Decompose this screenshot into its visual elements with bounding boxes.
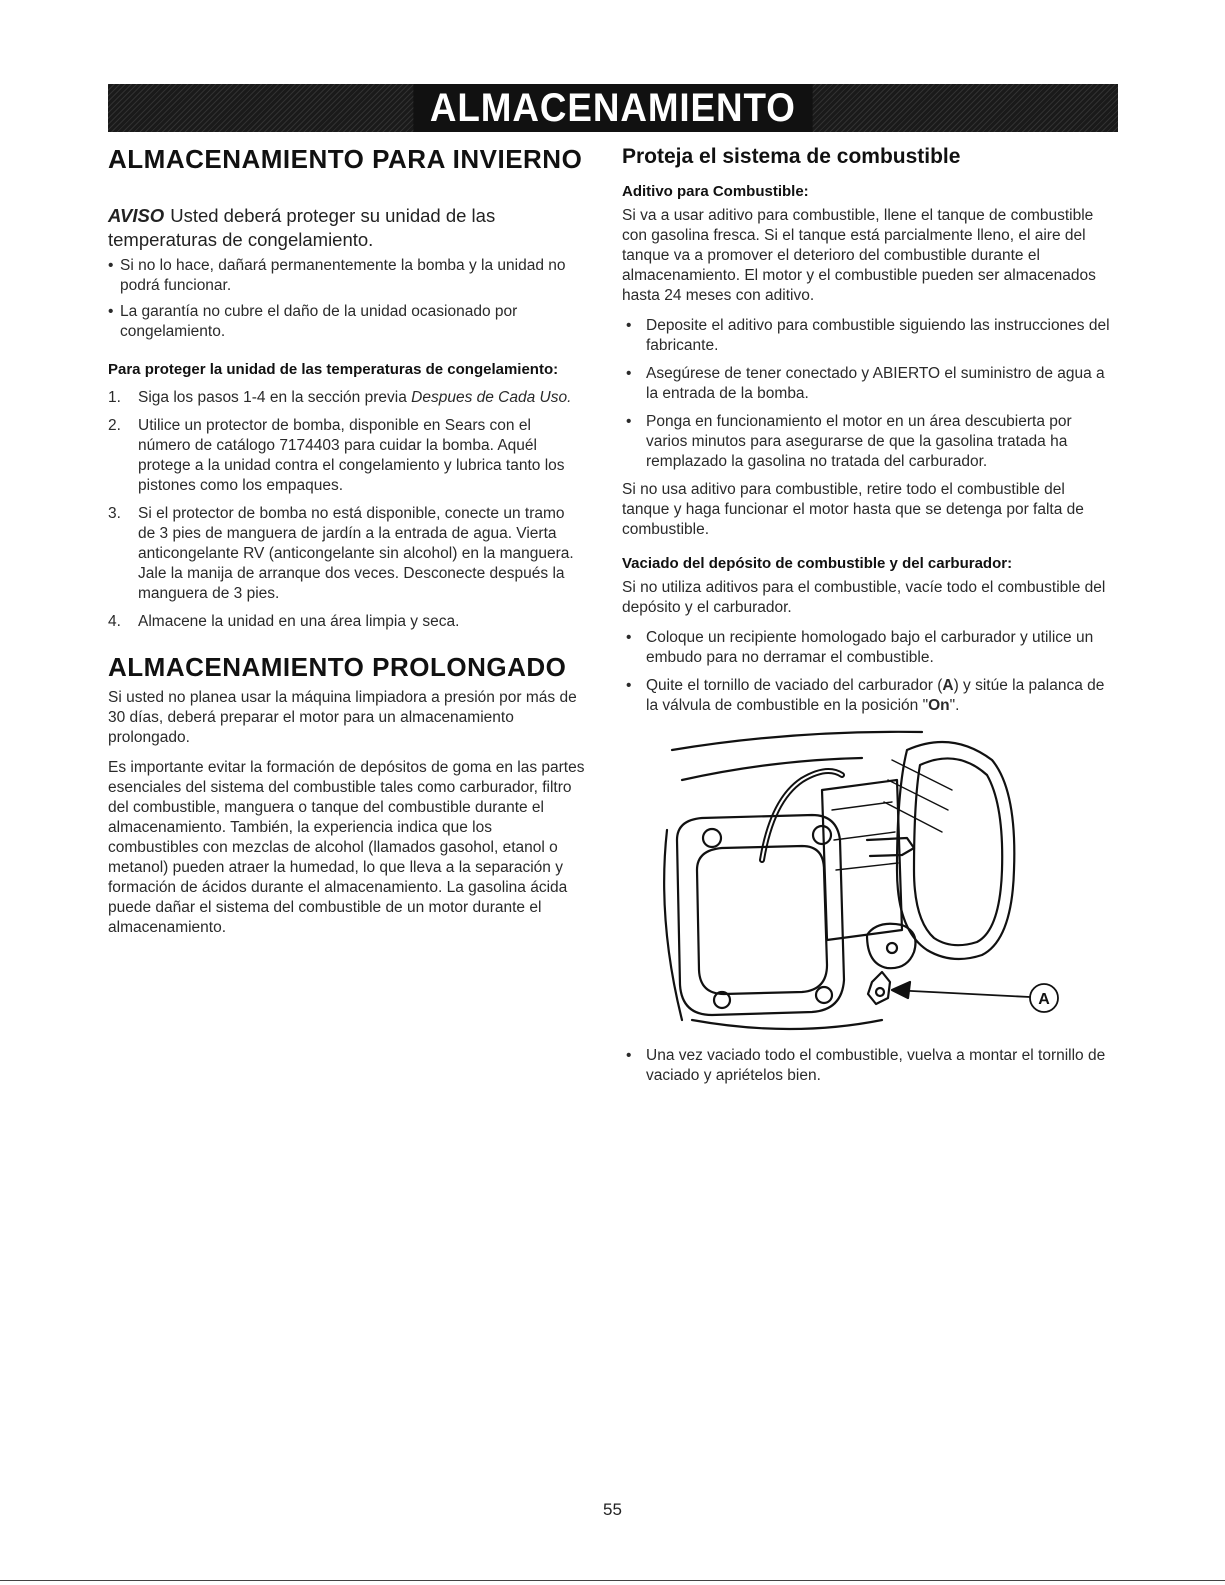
winter-storage-title: ALMACENAMIENTO PARA INVIERNO: [108, 144, 583, 174]
drain-intro: Si no utiliza aditivos para el combustible, vacíe todo el combustible del depósito y el carburador.: [622, 579, 1106, 616]
list-item: [108, 416, 586, 496]
list-item: • La garantía no cubre el daño de la unidad ocasionado por congelamiento.: [108, 302, 586, 342]
step-text: Utilice un protector de bomba, disponible en Sears con el número de catálogo 7174403 para cuidar la bomba. Aquél protege a la unidad contra el congelamiento y lubrica tanto los pistones como los empaques.: [138, 417, 565, 494]
callout-label: A: [1038, 991, 1050, 1008]
list-item: [108, 612, 586, 632]
step-number: 4.: [108, 613, 121, 630]
list-item: [622, 676, 1110, 716]
list-item: • Asegúrese de tener conectado y ABIERTO el suministro de agua a la entrada de la bomba.: [622, 364, 1110, 404]
page-number: 55: [603, 1500, 622, 1519]
banner-title: ALMACENAMIENTO: [413, 84, 812, 132]
list-item: • Deposite el aditivo para combustible siguiendo las instrucciones del fabricante.: [622, 316, 1110, 356]
list-item: [108, 388, 586, 408]
winter-bullets: [108, 256, 586, 342]
fuel-system-title: Proteja el sistema de combustible: [622, 145, 961, 168]
drain-subheading: Vaciado del depósito de combustible y del carburador:: [622, 555, 1013, 572]
valve-position: On: [928, 697, 950, 714]
additive-bullets: [622, 316, 1110, 472]
step-number: 2.: [108, 417, 121, 434]
step-reference: Despues de Cada Uso.: [411, 389, 572, 406]
list-item: • Si no lo hace, dañará permanentemente la bomba y la unidad no podrá funcionar.: [108, 256, 586, 296]
step-text: Siga los pasos 1-4 en la sección previa: [138, 389, 407, 406]
freeze-steps: [108, 388, 586, 632]
step-number: 1.: [108, 389, 121, 406]
step-text: Si el protector de bomba no está disponible, conecte un tramo de 3 pies de manguera de jardín a la entrada de agua. Vierta anticongelante RV (anticongelante sin alcohol) en la manguera. Jale la manija de arranque dos veces. Desconecte después la manguera de 3 pies.: [138, 505, 574, 602]
section-banner: [108, 84, 1118, 132]
step-text: Almacene la unidad en una área limpia y seca.: [138, 613, 460, 630]
drain-bullets: [622, 628, 1110, 716]
prolonged-storage-title: ALMACENAMIENTO PROLONGADO: [108, 652, 567, 682]
freeze-protect-subheading: Para proteger la unidad de las temperaturas de congelamiento:: [108, 361, 559, 378]
list-item: [108, 504, 586, 604]
list-item: • Ponga en funcionamiento el motor en un área descubierta por varios minutos para asegurarse de que la gasolina tratada ha remplazado la gasolina no tratada del carburador.: [622, 412, 1110, 472]
left-column: [108, 142, 586, 938]
additive-intro: Si va a usar aditivo para combustible, llene el tanque de combustible con gasolina fresca. Si el tanque está parcialmente lleno, el aire del tanque va a promover el deterioro del combustible durante el almacenamiento. El motor y el combustible pueden ser almacenados hasta 24 meses con aditivo.: [622, 207, 1096, 304]
prolonged-paragraph: Es importante evitar la formación de depósitos de goma en las partes esenciales del sistema del combustible tales como carburador, filtro del combustible, manguera o tanque del combustible durante el almacenamiento. También, la experiencia indica que los combustibles con mezclas de alcohol (llamados gasohol, etanol o metanol) pueden atraer la humedad, lo que lleva a la separación y formación de ácidos durante el almacenamiento. La gasolina ácida puede dañar el sistema del combustible de un motor durante el almacenamiento.: [108, 759, 585, 936]
additive-outro: Si no usa aditivo para combustible, retire todo el combustible del tanque y haga funcionar el motor hasta que se detenga por falta de combustible.: [622, 481, 1084, 538]
list-item: • Coloque un recipiente homologado bajo el carburador y utilice un embudo para no derramar el combustible.: [622, 628, 1110, 668]
aviso-text: Usted deberá proteger su unidad de las temperaturas de congelamiento.: [108, 205, 496, 250]
prolonged-paragraph: Si usted no planea usar la máquina limpiadora a presión por más de 30 días, deberá preparar el motor para un almacenamiento prolongado.: [108, 689, 577, 746]
callout-ref: A: [942, 677, 954, 694]
bullet-text: ".: [949, 697, 960, 714]
carburetor-illustration: [652, 720, 1092, 1040]
aviso-notice: [108, 204, 586, 252]
drain-final-bullet: [622, 1046, 1110, 1086]
right-column: [622, 142, 1110, 1086]
step-number: 3.: [108, 505, 121, 522]
list-item: • Una vez vaciado todo el combustible, vuelva a montar el tornillo de vaciado y apriételos bien.: [622, 1046, 1110, 1086]
aviso-tag: AVISO: [108, 205, 165, 226]
bullet-text: ) y sitúe la palanca de la válvula de combustible en la posición ": [646, 677, 1105, 714]
additive-subheading: Aditivo para Combustible:: [622, 183, 809, 200]
bottom-rule: [0, 1580, 1225, 1581]
bullet-text: Quite el tornillo de vaciado del carburador (: [646, 677, 943, 694]
